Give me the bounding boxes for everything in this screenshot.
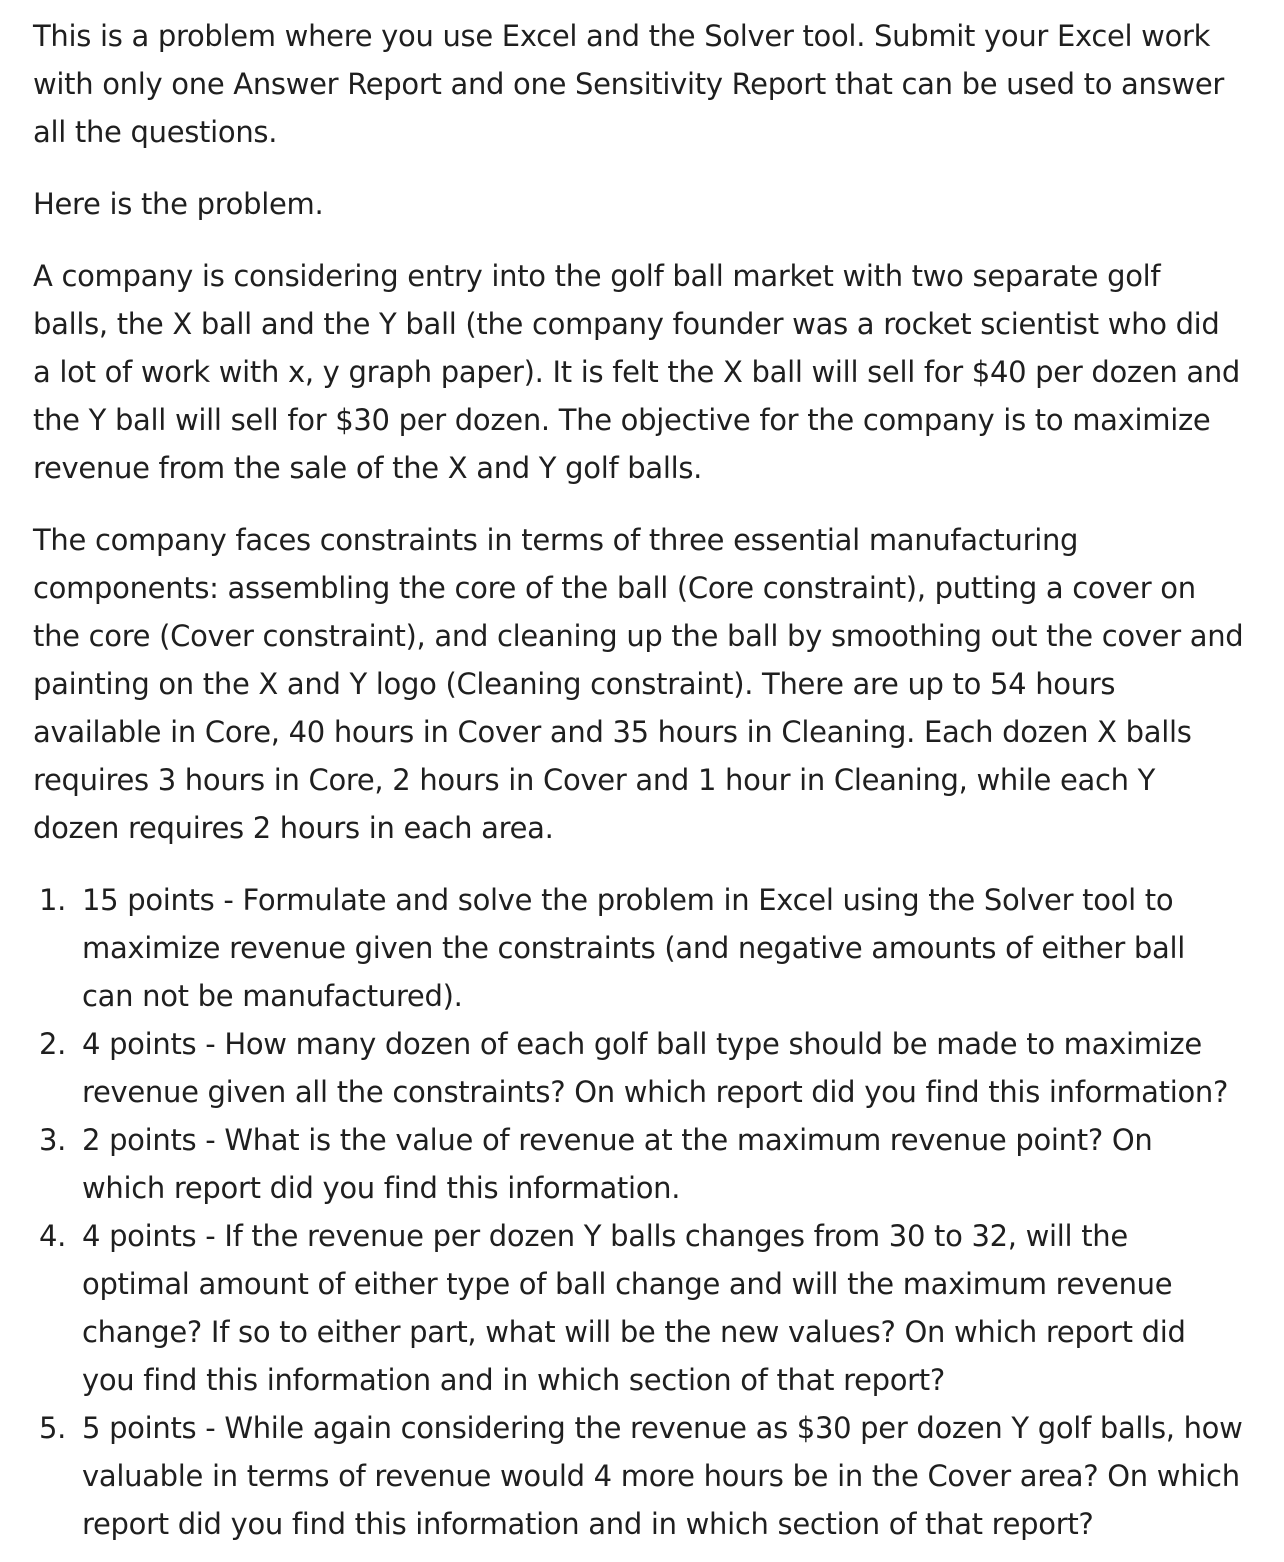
constraints-paragraph: The company faces constraints in terms of three essential manufacturing components: assembling the core of the ball (Core constraint), putting a cover on the core (Cover constraint), and cleaning up the ball by smoothing out the cover and painting on the X and Y logo (Cleaning constraint). There are up to 54 hours available in Core, 40 hours in Cover and 35 hours in Cleaning. Each dozen X balls requires 3 hours in Core, 2 hours in Cover and 1 hour in Cleaning, while each Y dozen requires 2 hours in each area.: [33, 523, 1244, 845]
instructions-paragraph: This is a problem where you use Excel and the Solver tool. Submit your Excel work with only one Answer Report and one Sensitivity Report that can be used to answer all the questions.: [33, 19, 1224, 149]
question-text: 4 points - If the revenue per dozen Y balls changes from 30 to 32, will the optimal amount of either type of ball change and will the maximum revenue change? If so to either part, what will be the new values? On which report did you find this information and in which section of that report?: [82, 1219, 1186, 1397]
question-item: [33, 1404, 1244, 1548]
question-item: [33, 876, 1244, 1020]
question-number: 1.: [39, 883, 67, 917]
question-number: 2.: [39, 1027, 67, 1061]
question-text: 4 points - How many dozen of each golf ball type should be made to maximize revenue given all the constraints? On which report did you find this information?: [82, 1027, 1229, 1109]
question-item: [33, 1212, 1244, 1404]
question-item: [33, 1116, 1244, 1212]
question-number: 3.: [39, 1123, 67, 1157]
question-text: 5 points - While again considering the revenue as $30 per dozen Y golf balls, how valuable in terms of revenue would 4 more hours be in the Cover area? On which report did you find this information and in which section of that report?: [82, 1411, 1243, 1541]
question-text: 15 points - Formulate and solve the problem in Excel using the Solver tool to maximize revenue given the constraints (and negative amounts of either ball can not be manufactured).: [82, 883, 1185, 1013]
problem-description-paragraph: A company is considering entry into the golf ball market with two separate golf balls, the X ball and the Y ball (the company founder was a rocket scientist who did a lot of work with x, y graph paper). It is felt the X ball will sell for $40 per dozen and the Y ball will sell for $30 per dozen. The objective for the company is to maximize revenue from the sale of the X and Y golf balls.: [33, 259, 1241, 485]
intro-paragraph: Here is the problem.: [33, 187, 324, 221]
question-item: [33, 1020, 1244, 1116]
question-text: 2 points - What is the value of revenue at the maximum revenue point? On which report did you find this information.: [82, 1123, 1153, 1205]
questions-list: [33, 876, 1244, 1548]
question-number: 5.: [39, 1411, 67, 1445]
question-number: 4.: [39, 1219, 67, 1253]
